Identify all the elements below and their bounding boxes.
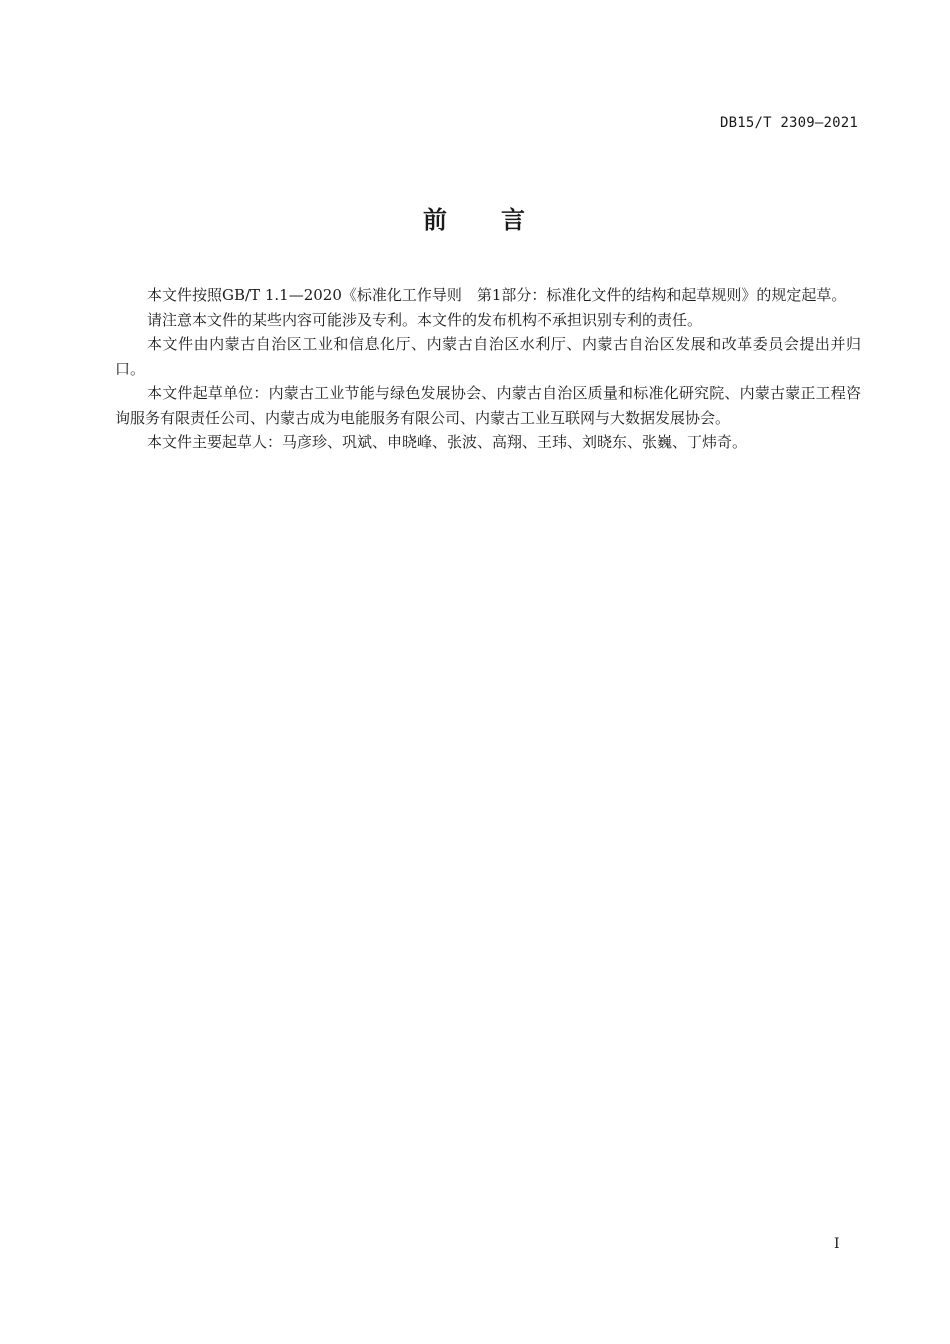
page-number: I	[834, 1236, 840, 1252]
paragraph-drafting-rules: 本文件按照GB/T 1.1—2020《标准化工作导则 第1部分：标准化文件的结构和起草规则》的规定起草。	[147, 286, 847, 304]
paragraph-patent-notice: 请注意本文件的某些内容可能涉及专利。本文件的发布机构不承担识别专利的责任。	[147, 310, 703, 329]
document-code: DB15/T 2309—2021	[719, 115, 858, 131]
paragraph-drafting-units: 本文件起草单位：内蒙古工业节能与绿色发展协会、内蒙古自治区质量和标准化研究院、内蒙古蒙正工程咨询服务有限责任公司、内蒙古成为电能服务有限公司、内蒙古工业互联网与大数据发展协会。	[115, 384, 861, 427]
page-title: 前 言	[423, 206, 527, 234]
paragraph-proposing-bodies: 本文件由内蒙古自治区工业和信息化厅、内蒙古自治区水利厅、内蒙古自治区发展和改革委员会提出并归口。	[115, 335, 861, 378]
paragraph-drafters: 本文件主要起草人：马彦珍、巩斌、申晓峰、张波、高翔、王玮、刘晓东、张巍、丁炜奇。	[147, 433, 748, 451]
foreword-body	[115, 283, 861, 455]
